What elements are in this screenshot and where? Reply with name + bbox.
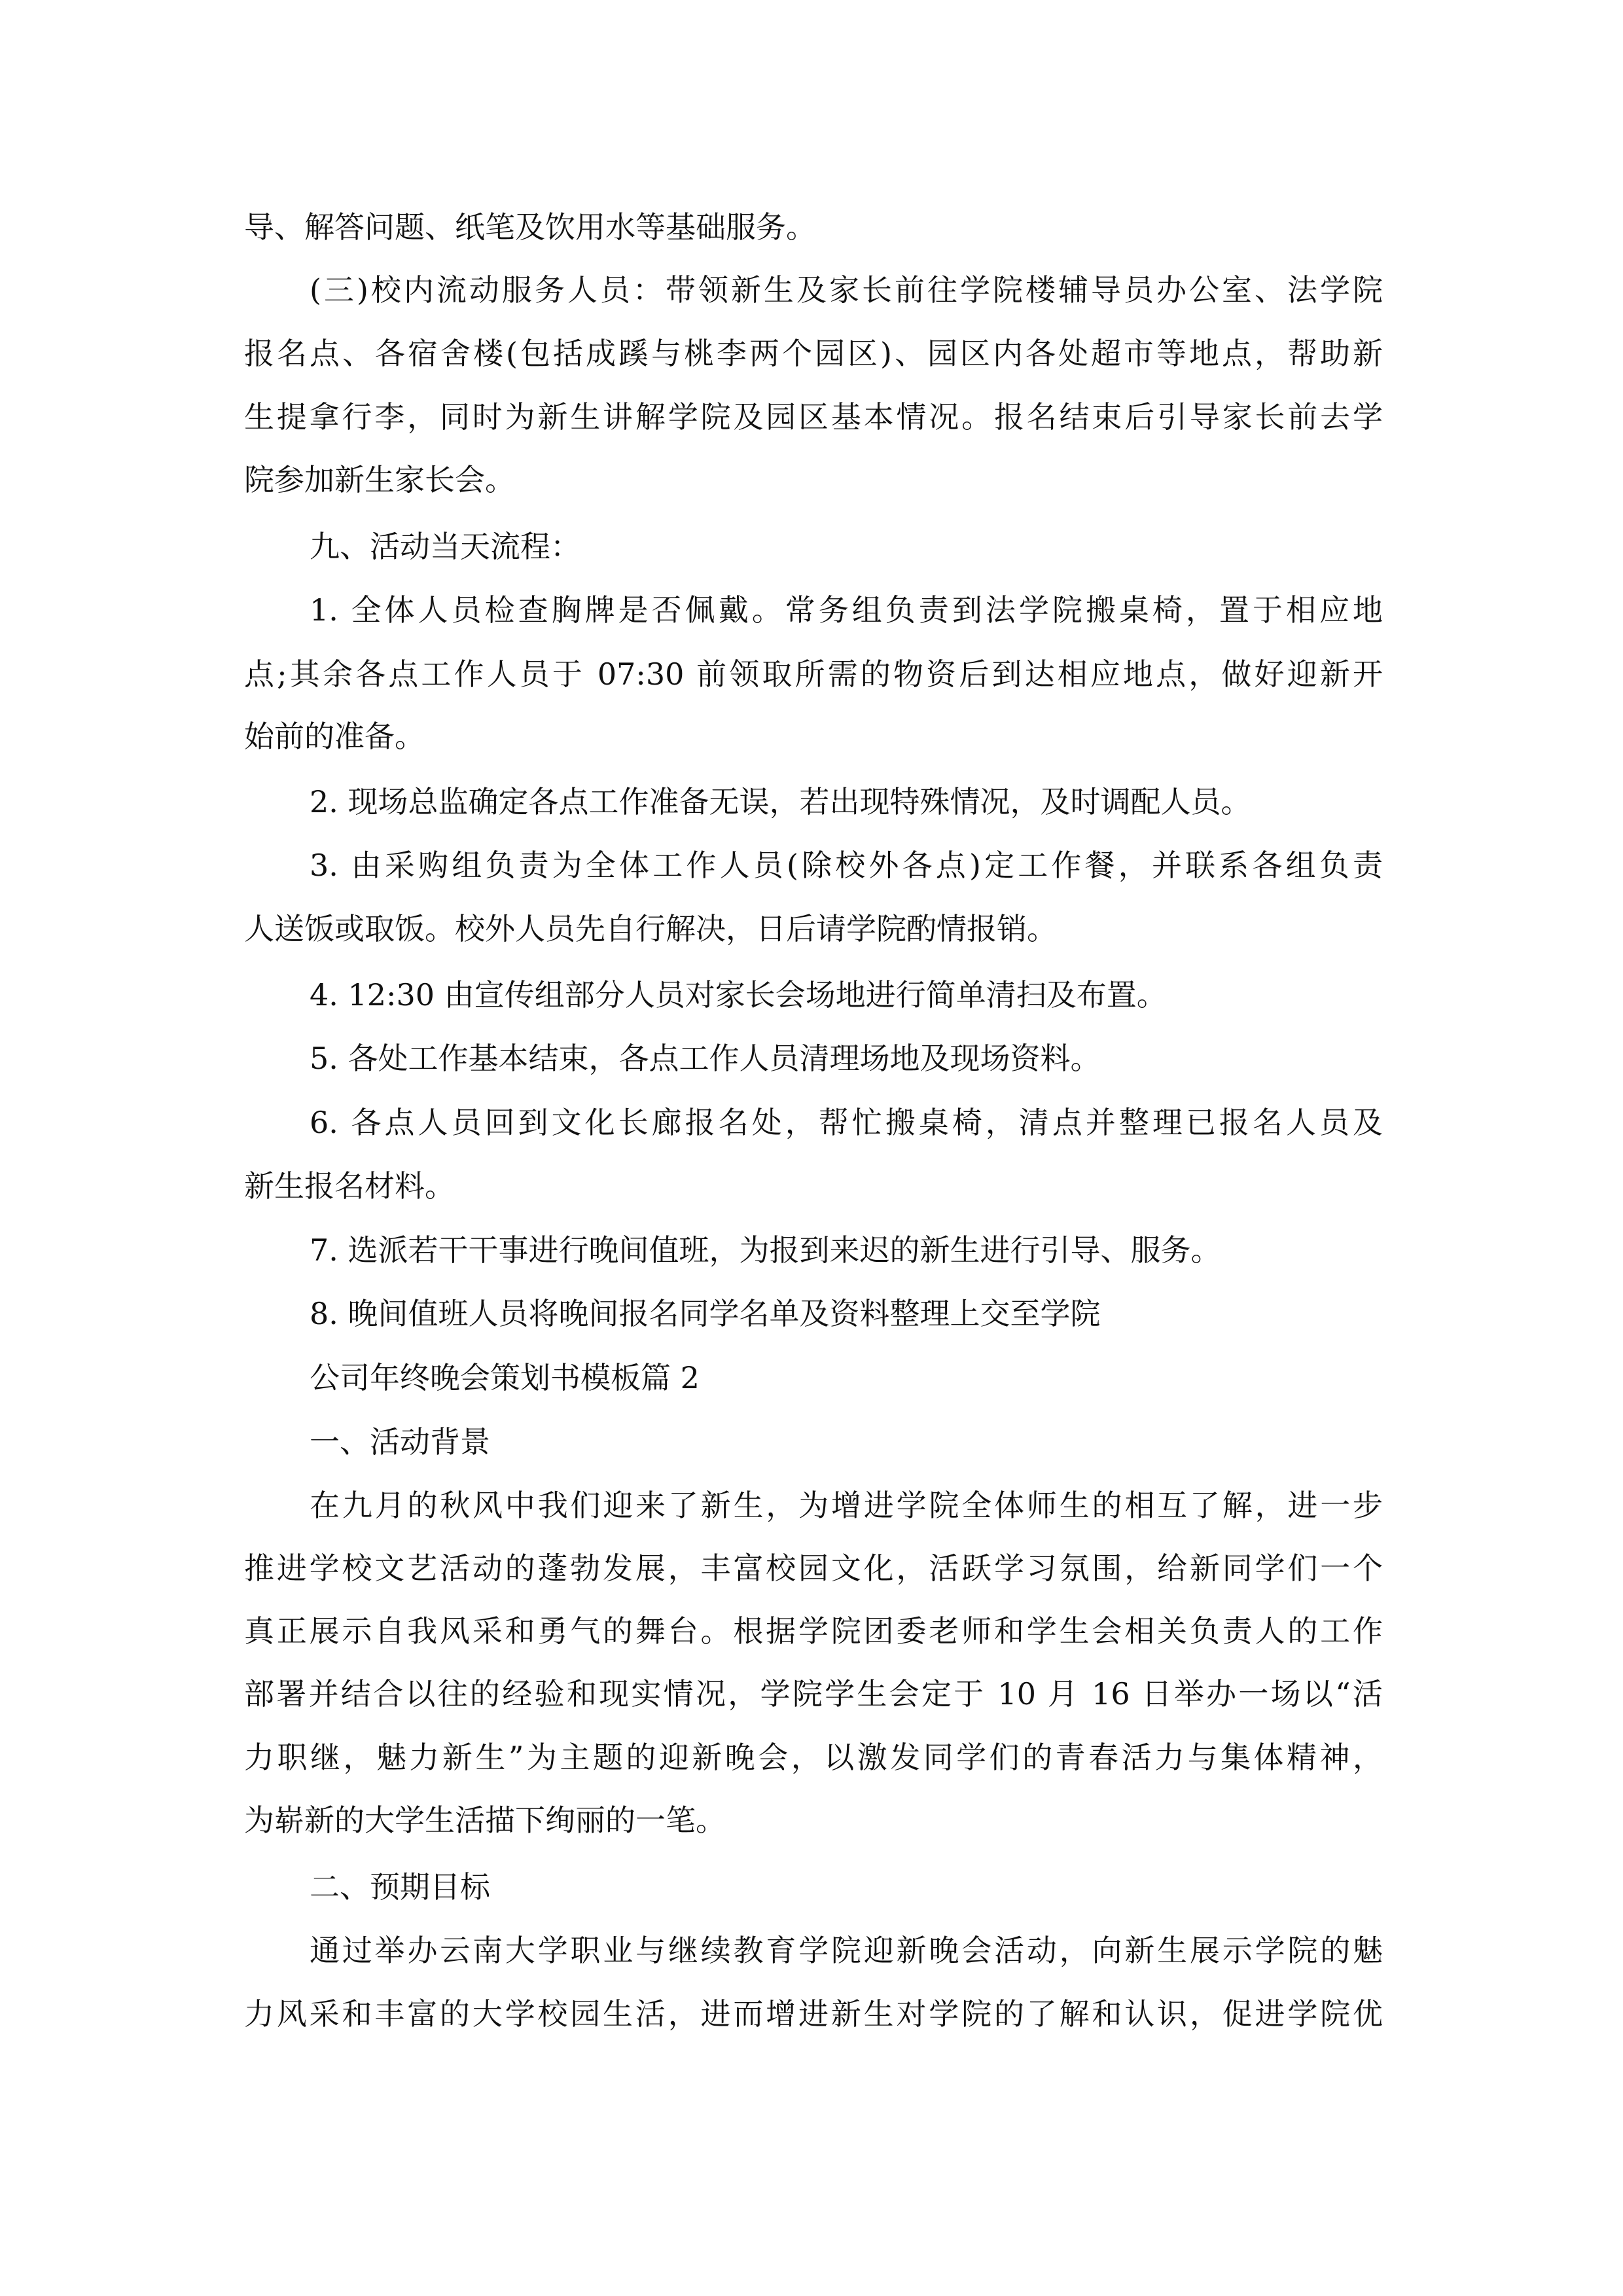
list-item-line: 6. 各点人员回到文化长廊报名处，帮忙搬桌椅，清点并整理已报名人员及	[310, 1105, 1383, 1140]
paragraph-line: 通过举办云南大学职业与继续教育学院迎新晚会活动，向新生展示学院的魅	[310, 1933, 1383, 1968]
list-item-line: 5. 各处工作基本结束，各点工作人员清理场地及现场资料。	[310, 1041, 1101, 1076]
list-item-line: 1. 全体人员检查胸牌是否佩戴。常务组负责到法学院搬桌椅，置于相应地	[310, 592, 1383, 628]
paragraph-line: 推进学校文艺活动的蓬勃发展，丰富校园文化，活跃学习氛围，给新同学们一个	[244, 1551, 1383, 1586]
list-item-line: 始前的准备。	[244, 719, 425, 754]
section-heading: 一、活动背景	[310, 1424, 490, 1460]
paragraph-line: 生提拿行李，同时为新生讲解学院及园区基本情况。报名结束后引导家长前去学	[244, 399, 1383, 435]
paragraph-line: 在九月的秋风中我们迎来了新生，为增进学院全体师生的相互了解，进一步	[310, 1488, 1383, 1523]
paragraph-line: 真正展示自我风采和勇气的舞台。根据学院团委老师和学生会相关负责人的工作	[244, 1613, 1383, 1649]
paragraph-line: 导、解答问题、纸笔及饮用水等基础服务。	[244, 209, 816, 245]
list-item-line: 8. 晚间值班人员将晚间报名同学名单及资料整理上交至学院	[310, 1296, 1101, 1331]
paragraph-line: 院参加新生家长会。	[244, 462, 515, 497]
list-item-line: 人送饭或取饭。校外人员先自行解决，日后请学院酌情报销。	[244, 911, 1057, 946]
paragraph-line: 力职继，魅力新生”为主题的迎新晚会，以激发同学们的青春活力与集体精神，	[244, 1740, 1383, 1775]
paragraph-line: 部署并结合以往的经验和现实情况，学院学生会定于 10 月 16 日举办一场以“活	[244, 1676, 1383, 1712]
paragraph-line: 力风采和丰富的大学校园生活，进而增进新生对学院的了解和认识，促进学院优	[244, 1996, 1383, 2032]
document-title: 公司年终晚会策划书模板篇 2	[310, 1360, 700, 1395]
list-item-line: 新生报名材料。	[244, 1168, 455, 1204]
list-item-line: 4. 12:30 由宣传组部分人员对家长会场地进行简单清扫及布置。	[310, 977, 1167, 1013]
section-heading: 九、活动当天流程：	[310, 529, 580, 564]
list-item-line: 7. 选派若干干事进行晚间值班，为报到来迟的新生进行引导、服务。	[310, 1232, 1221, 1268]
paragraph-line: 报名点、各宿舍楼(包括成蹊与桃李两个园区)、园区内各处超市等地点，帮助新	[244, 336, 1383, 371]
paragraph-line: 为崭新的大学生活描下绚丽的一笔。	[244, 1803, 726, 1838]
section-heading: 二、预期目标	[310, 1869, 490, 1905]
list-item-line: 点;其余各点工作人员于 07:30 前领取所需的物资后到达相应地点，做好迎新开	[244, 656, 1383, 692]
list-item-line: 2. 现场总监确定各点工作准备无误，若出现特殊情况，及时调配人员。	[310, 784, 1251, 819]
list-item-line: 3. 由采购组负责为全体工作人员(除校外各点)定工作餐，并联系各组负责	[310, 848, 1383, 883]
paragraph-line: (三)校内流动服务人员：带领新生及家长前往学院楼辅导员办公室、法学院	[310, 272, 1383, 308]
